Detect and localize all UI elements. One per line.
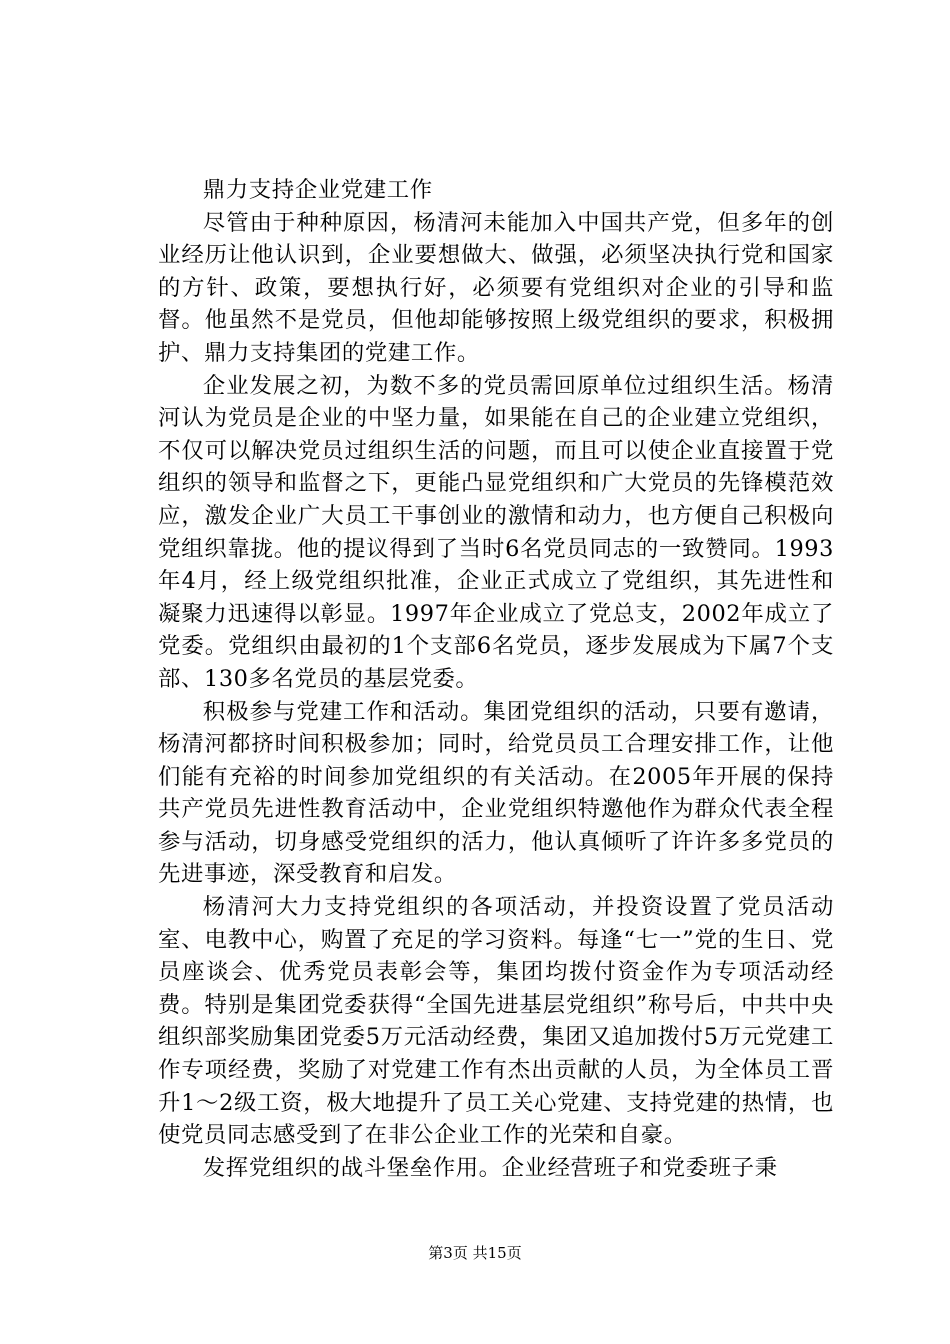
section-heading: 鼎力支持企业党建工作 (202, 177, 433, 203)
paragraph: 积极参与党建工作和活动。集团党组织的活动，只要有邀请，杨清河都挤时间积极参加；同时，给党员员工合理安排工作，让他们能有充裕的时间参加党组织的有关活动。在2005年开展的保持共产党员先进性教育活动中，企业党组织特邀他作为群众代表全程参与活动，切身感受党组织的活力，他认真倾听了许许多多党员的先进事迹，深受教育和启发。 (158, 698, 834, 888)
paragraph: 尽管由于种种原因，杨清河未能加入中国共产党，但多年的创业经历让他认识到，企业要想做大、做强，必须坚决执行党和国家的方针、政策，要想执行好，必须要有党组织对企业的引导和监督。他虽然不是党员，但他却能够按照上级党组织的要求，积极拥护、鼎力支持集团的党建工作。 (158, 209, 834, 366)
paragraph: 杨清河大力支持党组织的各项活动，并投资设置了党员活动室、电教中心，购置了充足的学习资料。每逢“七一”党的生日、党员座谈会、优秀党员表彰会等，集团均拨付资金作为专项活动经费。特别是集团党委获得“全国先进基层党组织”称号后，中共中央组织部奖励集团党委5万元活动经费，集团又追加拨付5万元党建工作专项经费，奖励了对党建工作有杰出贡献的人员，为全体员工晋升1～2级工资，极大地提升了员工关心党建、支持党建的热情，也使党员同志感受到了在非公企业工作的光荣和自豪。 (158, 894, 834, 1149)
paragraph: 企业发展之初，为数不多的党员需回原单位过组织生活。杨清河认为党员是企业的中坚力量，如果能在自己的企业建立党组织，不仅可以解决党员过组织生活的问题，而且可以使企业直接置于党组织的领导和监督之下，更能凸显党组织和广大党员的先锋模范效应，激发企业广大员工干事创业的激情和动力，也方便自己积极向党组织靠拢。他的提议得到了当时6名党员同志的一致赞同。1993年4月，经上级党组织批准，企业正式成立了党组织，其先进性和凝聚力迅速得以彰显。1997年企业成立了党总支，2002年成立了党委。党组织由最初的1个支部6名党员，逐步发展成为下属7个支部、130多名党员的基层党委。 (158, 372, 834, 692)
paragraph: 发挥党组织的战斗堡垒作用。企业经营班子和党委班子秉 (202, 1154, 778, 1181)
document-body (158, 174, 834, 1184)
page-number-footer: 第3页 共15页 (428, 1244, 522, 1262)
